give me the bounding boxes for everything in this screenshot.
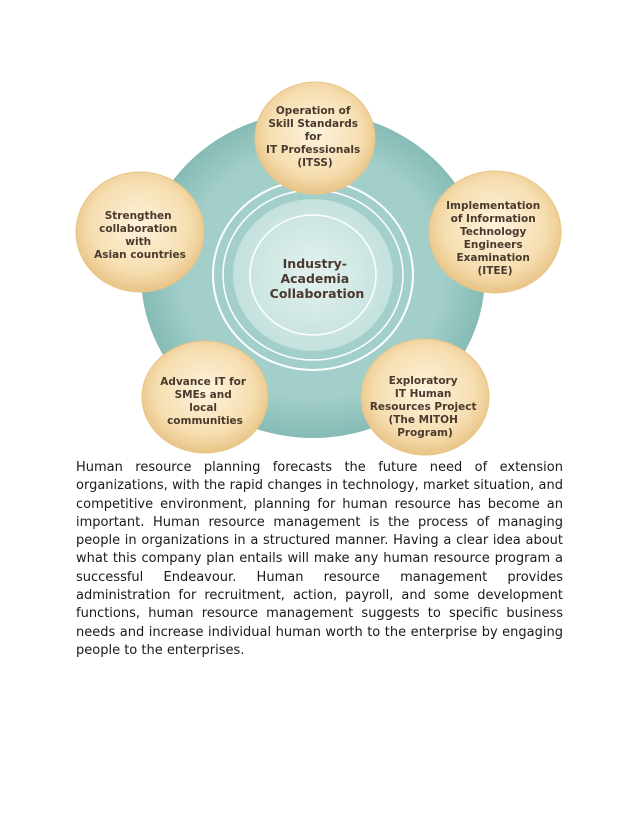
node-mitoh-line: Exploratory	[388, 375, 458, 387]
node-itss-line: IT Professionals	[266, 144, 361, 156]
node-smes-line: SMEs and	[174, 389, 232, 401]
node-smes-line: communities	[167, 415, 243, 427]
node-itee-line: Engineers	[463, 239, 523, 251]
node-itee-line: Technology	[459, 226, 527, 238]
node-asian-line: Asian countries	[94, 249, 186, 261]
center-label	[270, 256, 365, 301]
node-smes	[142, 341, 268, 453]
center-label-line: Academia	[280, 271, 350, 286]
center-label-line: Collaboration	[269, 286, 365, 301]
node-itss	[255, 82, 375, 194]
node-itss-line: for	[304, 131, 322, 143]
node-itee-line: (ITEE)	[477, 265, 513, 277]
center-label-line: Industry-	[282, 256, 347, 271]
node-itss-line: (ITSS)	[297, 157, 333, 169]
node-mitoh-line: Program)	[397, 427, 453, 439]
node-asian-line: collaboration	[99, 223, 178, 235]
node-itee-line: Implementation	[446, 200, 541, 212]
node-mitoh	[361, 339, 489, 455]
node-itss-line: Skill Standards	[268, 118, 359, 130]
node-mitoh-line: Resources Project	[369, 401, 477, 413]
node-mitoh-line: (The MITOH	[388, 414, 458, 426]
node-itee-line: Examination	[456, 252, 530, 264]
node-itss-line: Operation of	[275, 105, 351, 117]
node-asian-line: Strengthen	[104, 210, 172, 222]
node-mitoh-line: IT Human	[394, 388, 452, 400]
node-itee-line: of Information	[450, 213, 536, 225]
node-asian-line: with	[125, 236, 152, 248]
node-smes-line: local	[189, 402, 218, 414]
node-smes-line: Advance IT for	[160, 376, 247, 388]
node-itee	[429, 171, 561, 293]
node-asian	[76, 172, 204, 292]
body-paragraph: Human resource planning forecasts the future need of extension organizations, with the rapid changes in technology, market situation, and competitive environment, planning for human resource has become an important. Human resource management is the process of managing people in organizations in a structured manner. Having a clear idea about what this company plan entails will make any human resource program a successful Endeavour. Human resource management provides administration for recruitment, action, payroll, and some development functions, human resource management suggests to specific business needs and increase individual human worth to the enterprise by engaging people to the enterprises.	[76, 460, 563, 658]
